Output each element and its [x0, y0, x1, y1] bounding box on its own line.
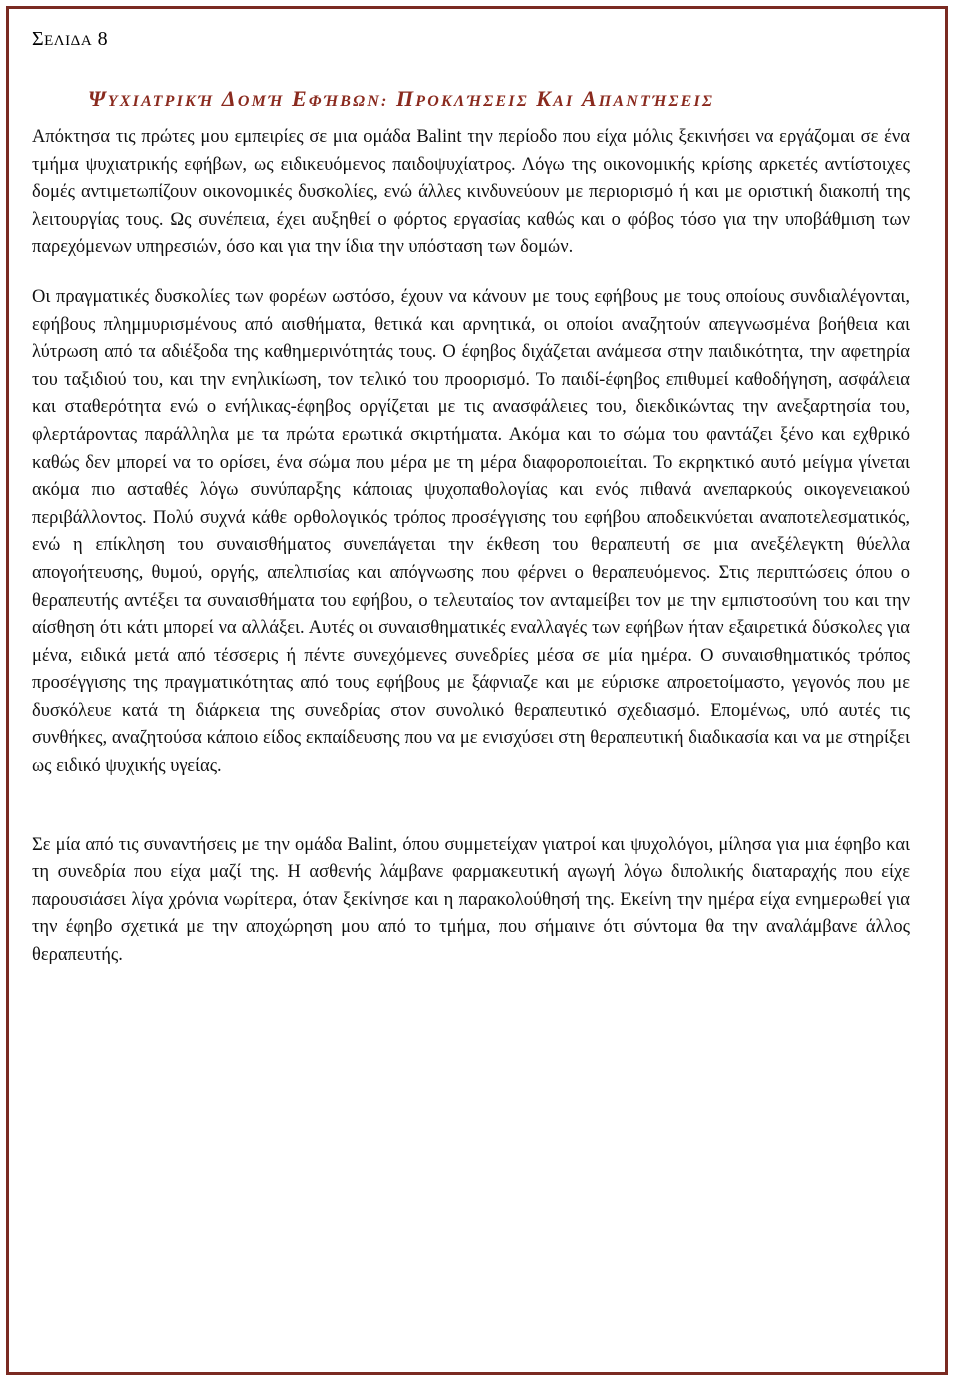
- paragraph-intro: Απόκτησα τις πρώτες μου εμπειρίες σε μια ομάδα Balint την περίοδο που είχα μόλις ξεκινήσει να εργάζομαι σε ένα τμήμα ψυχιατρικής εφήβων, ως ειδικευόμενος παιδοψυχίατρος. Λόγω της οικονομικής κρίσης αρκετές αντίστοιχες δομές αντιμετωπίζουν οικονομικές δυσκολίες, ενώ άλλες κινδυνεύουν με περιορισμό ή και με οριστική διακοπή της λειτουργίας τους. Ως συνέπεια, έχει αυξηθεί ο φόρτος εργασίας καθώς και ο φόβος τόσο για την υποβάθμιση των παρεχόμενων υπηρεσιών, όσο και για την ίδια την υπόσταση των δομών.: [32, 127, 910, 258]
- section-title: ΨΥΧΙΑΤΡΙΚΉ ΔΟΜΉ ΕΦΉΒΩΝ: ΠΡΟΚΛΉΣΕΙΣ ΚΑΙ ΑΠΑΝΤΉΣΕΙΣ: [88, 86, 715, 111]
- article-body: [32, 124, 910, 970]
- page-number-label: [32, 28, 108, 51]
- paragraph-balint-meeting: Σε μία από τις συναντήσεις με την ομάδα Balint, όπου συμμετείχαν γιατροί και ψυχολόγοι, μίλησα για μια έφηβο και τη συνεδρία που είχα μαζί της. Η ασθενής λάμβανε φαρμακευτική αγωγή λόγω διπολικής διαταραχής που είχε παρουσιάσει λίγα χρόνια νωρίτερα, όταν ξεκίνησε και η παρακολούθησή της. Εκείνη την ημέρα είχα ενημερωθεί για την έφηβο σχετικά με την αποχώρηση μου από το τμήμα, που σήμαινε ότι σύντομα θα την αναλάμβανε άλλος θεραπευτής.: [32, 834, 910, 966]
- page-label-word: ΕΛΙΔΑ: [44, 33, 93, 49]
- page-number: 8: [97, 28, 109, 50]
- paragraph-adolescents: Οι πραγματικές δυσκολίες των φορέων ωστόσο, έχουν να κάνουν με τους εφήβους με τους οποίους συνδιαλέγονται, εφήβους πλημμυρισμένους από αισθήματα, θετικά και αρνητικά, οι οποίοι αναζητούν απεγνωσμένα βοήθεια και λύτρωση από τα αδιέξοδα της καθημερινότητάς τους. Ο έφηβος διχάζεται ανάμεσα στην παιδικότητα, την αφετηρία του ταξιδιού του, και την ενηλικίωση, τον τελικό του προορισμό. Το παιδί-έφηβος επιθυμεί καθοδήγηση, ασφάλεια και σταθερότητα ενώ ο ενήλικας-έφηβος οργίζεται με τις ανασφάλειες του, διεκδικώντας την ανεξαρτησία του, φλερτάροντας παράλληλα με τα πρώτα ερωτικά σκιρτήματα. Ακόμα και το σώμα του φαντάζει ξένο και εχθρικό καθώς δεν μπορεί να το ορίσει, ένα σώμα που μέρα με τη μέρα διαφοροποιείται. Το εκρηκτικό αυτό μείγμα γίνεται ακόμα πιο ασταθές λόγω συνύπαρξης κάποιας ψυχοπαθολογίας και ενός πιθανά ανεπαρκούς οικογενειακού περιβάλλοντος. Πολύ συχνά κάθε ορθολογικός τρόπος προσέγγισης του εφήβου αποδεικνύεται αναποτελεσματικός, ενώ η επίκληση του συναισθήματος συνεπάγεται την έκθεση του θεραπευτή σε μια ανεξέλεγκτη θύελλα απογοήτευσης, θυμού, οργής, απελπισίας και απόγνωσης που φέρνει ο θεραπευόμενος. Στις περιπτώσεις όπου ο θεραπευτής αντέξει τα συναισθήματα του εφήβου, ο τελευταίος τον ανταμείβει τον με την εμπιστοσύνη του και την αίσθηση ότι κάτι μπορεί να αλλάξει. Αυτές οι συναισθηματικές εναλλαγές των εφήβων ήταν εξαιρετικά δύσκολες για μένα, ειδικά μετά από τέσσερις ή πέντε συνεχόμενες συνεδρίες μέσα σε μία ημέρα. Ο συναισθηματικός τρόπος προσέγγισης της πραγματικότητας από τους εφήβους με ξάφνιαζε και με εύρισκε απροετοίμαστο, γεγονός που με δυσκόλευε κατά τη διάρκεια της συνεδρίας στον συνολικό θεραπευτικό σχεδιασμό. Επομένως, υπό αυτές τις συνθήκες, αναζητούσα κάποιο είδος εκπαίδευσης που να με ενισχύσει στη θεραπευτική διαδικασία και να με στηρίξει ως ειδικό ψυχικής υγείας.: [32, 286, 910, 777]
- page-label-initial: Σ: [32, 28, 45, 50]
